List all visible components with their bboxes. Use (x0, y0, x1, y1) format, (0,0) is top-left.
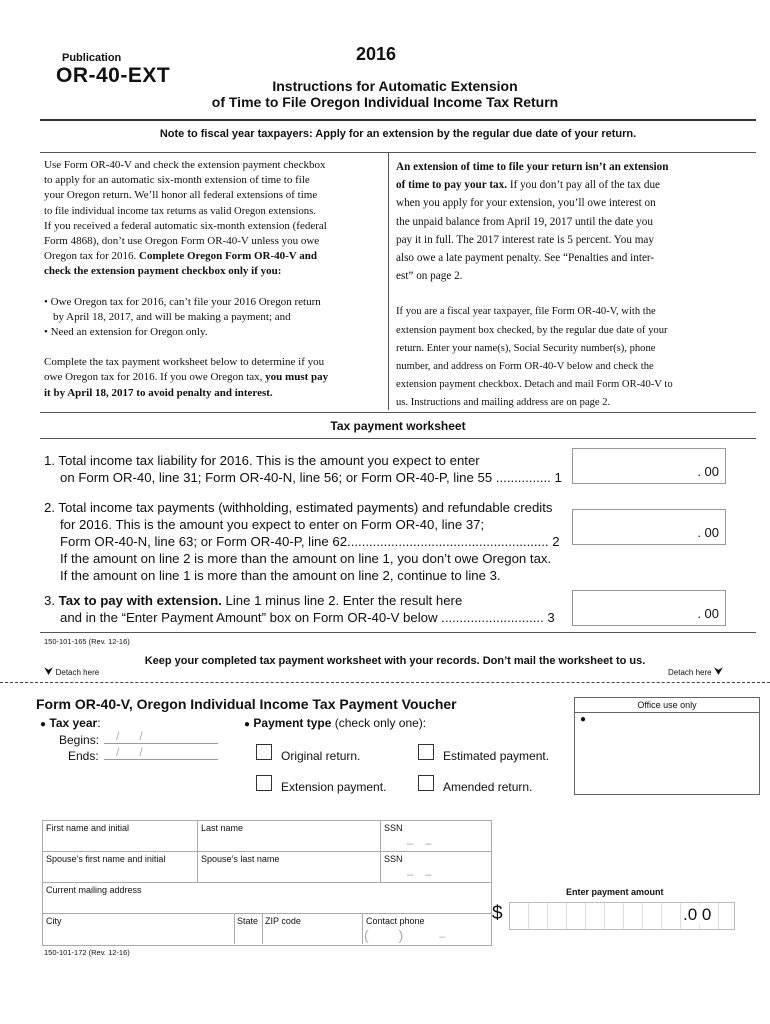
spouse-last-name-field[interactable]: Spouse’s last name (201, 854, 280, 864)
voucher-rev: 150-101-172 (Rev. 12-16) (44, 948, 130, 957)
down-arrow-icon: ⮟ (713, 666, 724, 678)
zip-code-field[interactable]: ZIP code (265, 916, 301, 926)
left-para2-normal: owe Oregon tax for 2016. If you owe Oregon tax, (44, 371, 266, 384)
left-para1-last-line (44, 249, 384, 264)
left-para1-line: to file individual income tax returns as valid Oregon extensions. (44, 205, 316, 217)
right-bold-line: An extension of time to file your return isn’t an extension (396, 161, 669, 173)
payment-type-bullet: ● (244, 719, 251, 730)
right-para2-line: return. Enter your name(s), Social Security number(s), phone (396, 342, 656, 354)
mailing-address-field[interactable]: Current mailing address (46, 885, 142, 895)
payment-cents: .0 0 (683, 905, 712, 924)
line3-amount-box[interactable] (572, 590, 726, 626)
right-para1-line: the unpaid balance from April 19, 2017 until the date you (396, 215, 653, 228)
worksheet-line2-text-cont: for 2016. This is the amount you expect to enter on Form OR-40, line 37; (60, 517, 485, 532)
payment-type-note: (check only one): (331, 716, 427, 730)
line1-cents: . 00 (697, 464, 719, 479)
page-title-line2: of Time to File Oregon Individual Income Tax Return (211, 94, 559, 110)
line3-number: 3. (44, 593, 59, 608)
right-para1-line: when you apply for your extension, you’ll owe interest on (396, 197, 656, 210)
ssn-field[interactable]: SSN (384, 823, 403, 833)
begins-date-field[interactable] (104, 729, 218, 744)
left-para2-bold-line: it by April 18, 2017 to avoid penalty and interest. (44, 386, 273, 399)
line1-amount-box[interactable] (572, 448, 726, 484)
city-field[interactable]: City (46, 916, 62, 926)
payment-type-bold: Payment type (253, 716, 332, 730)
phone-close-paren: ) (398, 927, 404, 943)
left-para1-line: Use Form OR-40-V and check the extension payment checkbox (44, 159, 326, 171)
tax-year-colon: : (97, 716, 101, 730)
bullet-oregon-only: • Need an extension for Oregon only. (44, 326, 208, 339)
header-divider (40, 119, 756, 121)
left-para2-line (44, 370, 384, 385)
left-para1-line: to apply for an automatic six-month extension of time to file (44, 174, 310, 187)
form-code: OR-40-EXT (56, 64, 171, 87)
voucher-title: Form OR-40-V, Oregon Individual Income Tax Payment Voucher (36, 696, 457, 712)
left-para2-bold: you must pay (265, 371, 329, 384)
first-name-field[interactable]: First name and initial (46, 823, 130, 833)
worksheet-line1 (44, 452, 562, 486)
worksheet-line2-text-cont: If the amount on line 2 is more than the amount on line 1, you don’t owe Oregon tax. (60, 551, 552, 566)
dollar-sign: $ (492, 903, 503, 924)
phone-dash: – (439, 931, 446, 943)
detach-left (44, 666, 99, 679)
right-para1-line: est” on page 2. (396, 270, 463, 283)
worksheet-line2-text-cont: Form OR-40-N, line 63; or Form OR-40-P, line 62....................................................... 2 (60, 534, 560, 549)
last-name-field[interactable]: Last name (201, 823, 244, 833)
left-para1-bold-line: check the extension payment checkbox only if you: (44, 265, 282, 278)
right-normal-part: If you don’t pay all of the tax due (507, 179, 661, 192)
tax-year-label (40, 716, 101, 730)
estimated-payment-checkbox[interactable] (418, 744, 434, 760)
worksheet-line2-text: 2. Total income tax payments (withholding, estimated payments) and refundable credits (44, 500, 553, 515)
spouse-ssn-dashes: – – (407, 869, 432, 881)
office-use-label: Office use only (575, 698, 759, 713)
right-mixed-line (396, 176, 756, 194)
right-para2-line: extension payment checkbox. Detach and mail Form OR-40-V to (396, 379, 673, 391)
right-para2-line: extension payment box checked, by the regular due date of your (396, 324, 668, 336)
left-para1-line: If you received a federal automatic six-month extension (federal (44, 219, 327, 232)
left-para2-line: Complete the tax payment worksheet below to determine if you (44, 356, 325, 369)
detach-left-label: Detach here (55, 668, 100, 677)
amended-return-label: Amended return. (443, 780, 533, 794)
worksheet-line3-text-cont: and in the “Enter Payment Amount” box on Form OR-40-V below ............................ 3 (60, 610, 555, 625)
right-para1-line: pay it in full. The 2017 interest rate is 5 percent. You may (396, 233, 654, 246)
original-return-label: Original return. (281, 749, 361, 763)
publication-label: Publication (62, 52, 122, 64)
line2-amount-box[interactable] (572, 509, 726, 545)
tax-year-heading: 2016 (356, 44, 397, 64)
grid-rule (42, 913, 491, 914)
line3-bold: Tax to pay with extension. (58, 593, 222, 608)
phone-format (364, 927, 445, 943)
spouse-first-name-field[interactable]: Spouse’s first name and initial (46, 854, 166, 864)
detach-right-label: Detach here (668, 668, 712, 677)
grid-rule (380, 820, 381, 882)
right-para1-line: also owe a late payment penalty. See “Penalties and inter- (396, 252, 655, 265)
grid-rule (42, 882, 491, 883)
spouse-ssn-field[interactable]: SSN (384, 854, 403, 864)
left-para1-line: Form 4868), don’t use Oregon Form OR-40-V unless you owe (44, 235, 320, 248)
office-use-box (574, 697, 760, 795)
grid-rule (262, 913, 263, 944)
state-field[interactable]: State (237, 916, 259, 926)
grid-rule (42, 851, 491, 852)
down-arrow-icon: ⮟ (44, 666, 54, 678)
office-use-bullet: ● (580, 714, 587, 725)
fiscal-year-note: Note to fiscal year taxpayers: Apply for an extension by the regular due date of your return. (159, 128, 637, 140)
estimated-payment-label: Estimated payment. (443, 749, 550, 763)
worksheet-title: Tax payment worksheet (330, 419, 466, 433)
note-divider (40, 152, 756, 153)
ends-label: Ends: (68, 749, 99, 763)
payment-type-label (244, 716, 426, 730)
left-para1-last-bold: Complete Oregon Form OR-40-V and (139, 250, 318, 263)
column-divider (388, 152, 389, 410)
left-para1-line: your Oregon return. We’ll honor all federal extensions of time (44, 189, 318, 202)
left-para1-last-normal: Oregon tax for 2016. (44, 250, 140, 263)
right-para2-line: If you are a fiscal year taxpayer, file Form OR-40-V, with the (396, 306, 656, 318)
grid-rule (234, 913, 235, 944)
original-return-checkbox[interactable] (256, 744, 272, 760)
worksheet-line3-text (44, 592, 555, 609)
phone-open-paren: ( (364, 927, 369, 943)
line3-normal: Line 1 minus line 2. Enter the result here (221, 593, 463, 608)
tax-year-bullet: ● (40, 719, 47, 730)
worksheet-title-rule (40, 438, 756, 439)
amended-return-checkbox[interactable] (418, 775, 434, 791)
contact-phone-field[interactable]: Contact phone (366, 916, 425, 926)
worksheet-line2-text-cont: If the amount on line 1 is more than the amount on line 2, continue to line 3. (60, 568, 501, 583)
ends-date-field[interactable] (104, 745, 218, 760)
worksheet-line1-text-cont: on Form OR-40, line 31; Form OR-40-N, line 56; or Form OR-40-P, line 55 ............... 1 (60, 470, 562, 485)
extension-payment-label: Extension payment. (281, 780, 387, 794)
bullet-owe-tax-cont: by April 18, 2017, and will be making a payment; and (53, 310, 291, 323)
begins-slashes: / / (116, 729, 143, 743)
worksheet-line3 (44, 592, 555, 626)
grid-rule (362, 913, 363, 944)
worksheet-top-rule (40, 412, 756, 413)
right-column (396, 158, 756, 413)
right-para2-line: number, and address on Form OR-40-V below and check the (396, 361, 654, 373)
right-para2-line: us. Instructions and mailing address are on page 2. (396, 397, 611, 409)
ends-slashes: / / (116, 745, 143, 759)
begins-label: Begins: (59, 733, 100, 747)
enter-payment-label: Enter payment amount (566, 887, 664, 897)
bullet-owe-tax: • Owe Oregon tax for 2016, can’t file your 2016 Oregon return (44, 295, 321, 308)
right-bold-part: of time to pay your tax. (396, 179, 508, 192)
extension-payment-checkbox[interactable] (256, 775, 272, 791)
worksheet-rev: 150-101-165 (Rev. 12-16) (44, 637, 130, 646)
detach-right (668, 666, 723, 679)
left-column (44, 158, 384, 401)
worksheet-bottom-rule (40, 632, 756, 633)
page-title-line1: Instructions for Automatic Extension (272, 78, 518, 94)
keep-worksheet-note: Keep your completed tax payment worksheet with your records. Don’t mail the worksheet to us. (144, 655, 646, 667)
tax-year-text: Tax year (49, 716, 98, 730)
detach-line (0, 682, 770, 683)
worksheet-line1-text: 1. Total income tax liability for 2016. This is the amount you expect to enter (44, 453, 480, 468)
line2-cents: . 00 (697, 525, 719, 540)
worksheet-line2 (44, 499, 560, 584)
grid-rule (197, 820, 198, 882)
ssn-dashes: – – (407, 838, 432, 850)
line3-cents: . 00 (697, 606, 719, 621)
